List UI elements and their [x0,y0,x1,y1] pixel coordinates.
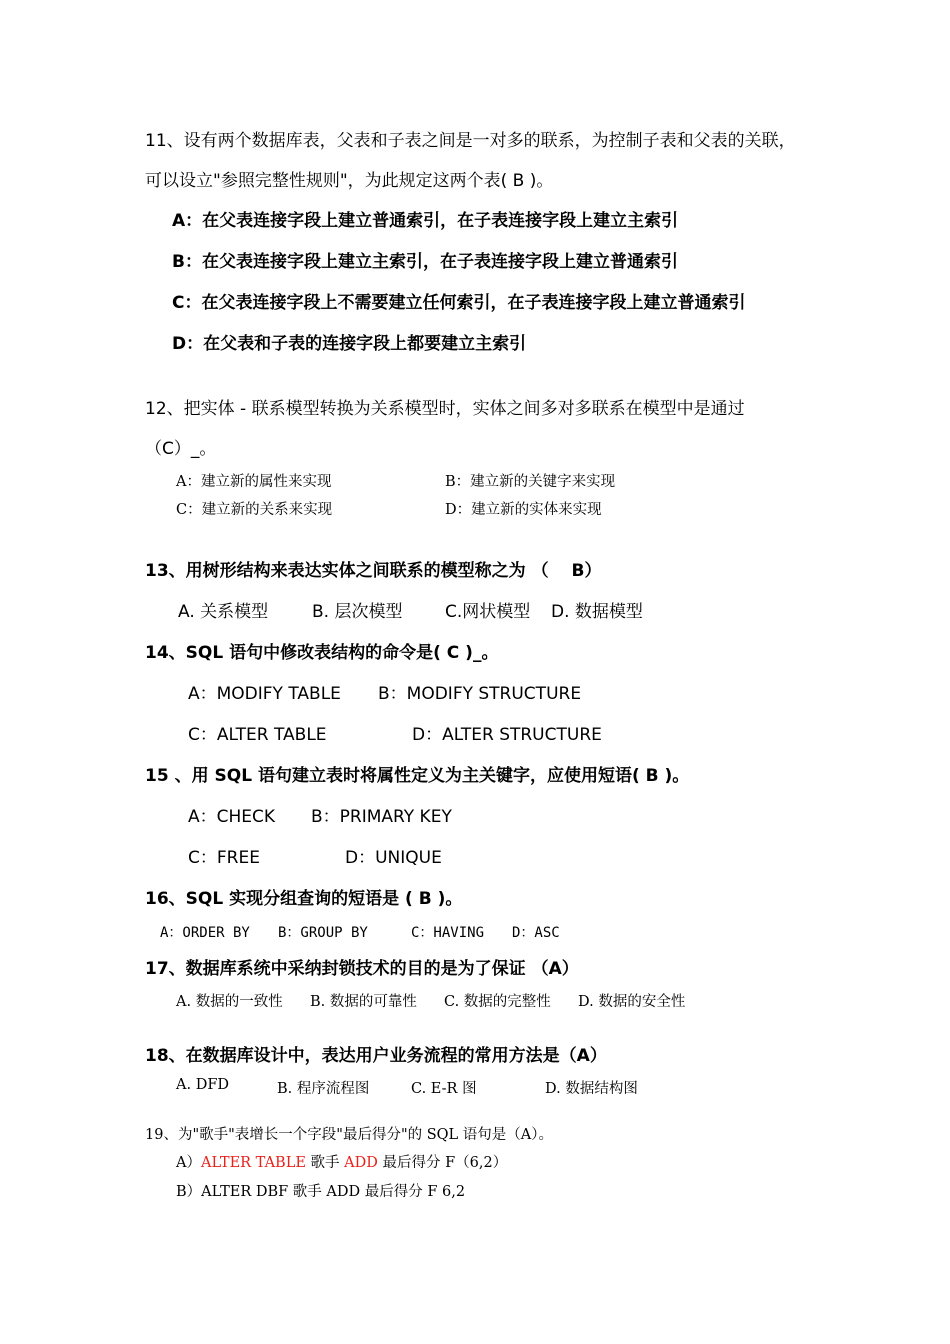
q13-option-a: A. 关系模型 [178,602,269,622]
q11-option-c: C：在父表连接字段上不需要建立任何索引，在子表连接字段上建立普通索引 [172,293,746,313]
q15-option-d: D：UNIQUE [345,848,442,868]
q14-option-a: A：MODIFY TABLE [188,684,341,704]
q15-option-c: C：FREE [188,848,260,868]
q19-option-a-label: A） [176,1155,201,1171]
q17-option-b: B. 数据的可靠性 [310,994,417,1010]
q12-option-c: C：建立新的关系来实现 [176,502,333,518]
q15-option-a: A：CHECK [188,807,276,827]
q19-option-a-keyword-alter: ALTER TABLE [200,1155,306,1171]
q19-question: 19、为"歌手"表增长一个字段"最后得分"的 SQL 语句是（A）。 [145,1127,554,1143]
q12-line1: 12、把实体 - 联系模型转换为关系模型时，实体之间多对多联系在模型中是通过 [145,399,745,419]
q12-option-a: A：建立新的属性来实现 [176,474,332,490]
q17-option-d: D. 数据的安全性 [578,994,686,1010]
q19-option-a-keyword-add: ADD [344,1155,378,1171]
q11-option-a: A：在父表连接字段上建立普通索引，在子表连接字段上建立主索引 [172,211,679,231]
q17-option-c: C. 数据的完整性 [444,994,551,1010]
q19-option-a [176,1151,507,1172]
q19-option-b: B）ALTER DBF 歌手 ADD 最后得分 F 6,2 [176,1184,466,1200]
q11-option-b: B：在父表连接字段上建立主索引，在子表连接字段上建立普通索引 [172,252,678,272]
q14-option-b: B：MODIFY STRUCTURE [378,684,582,704]
q11-line1: 11、设有两个数据库表，父表和子表之间是一对多的联系，为控制子表和父表的关联， [145,131,796,151]
q11-line2: 可以设立"参照完整性规则"，为此规定这两个表( B )。 [145,171,554,191]
q18-option-a: A. DFD [176,1077,230,1093]
q17-question: 17、数据库系统中采纳封锁技术的目的是为了保证 （A） [145,959,579,979]
q12-option-d: D：建立新的实体来实现 [445,502,602,518]
q16-option-c: C：HAVING [411,925,485,941]
q16-option-d: D：ASC [512,925,560,941]
q15-question: 15 、用 SQL 语句建立表时将属性定义为主关键字，应使用短语( B )。 [145,766,690,786]
q13-option-c: C.网状模型 [445,602,531,622]
q11-option-d: D：在父表和子表的连接字段上都要建立主索引 [172,334,527,354]
q18-option-d: D. 数据结构图 [545,1081,638,1097]
q12-option-b: B：建立新的关键字来实现 [445,474,616,490]
q18-option-c: C. E-R 图 [411,1081,477,1097]
q13-question: 13、用树形结构来表达实体之间联系的模型称之为 （ B） [145,561,602,581]
q18-option-b: B. 程序流程图 [277,1081,370,1097]
q19-option-a-field: 最后得分 F（6,2） [377,1155,508,1171]
q14-option-d: D：ALTER STRUCTURE [412,725,602,745]
q15-option-b: B：PRIMARY KEY [311,807,452,827]
q14-option-c: C：ALTER TABLE [188,725,327,745]
q13-option-b: B. 层次模型 [312,602,403,622]
q16-option-a: A：ORDER BY [160,925,250,941]
q18-question: 18、在数据库设计中，表达用户业务流程的常用方法是（A） [145,1046,607,1066]
q17-option-a: A. 数据的一致性 [176,994,283,1010]
q14-question: 14、SQL 语句中修改表结构的命令是( C )_。 [145,643,499,663]
q16-question: 16、SQL 实现分组查询的短语是 ( B )。 [145,889,463,909]
q19-option-a-table-name: 歌手 [305,1155,345,1171]
q16-option-b: B：GROUP BY [278,925,368,941]
q13-option-d: D. 数据模型 [551,602,643,622]
q12-line2: （C）_。 [145,439,217,459]
